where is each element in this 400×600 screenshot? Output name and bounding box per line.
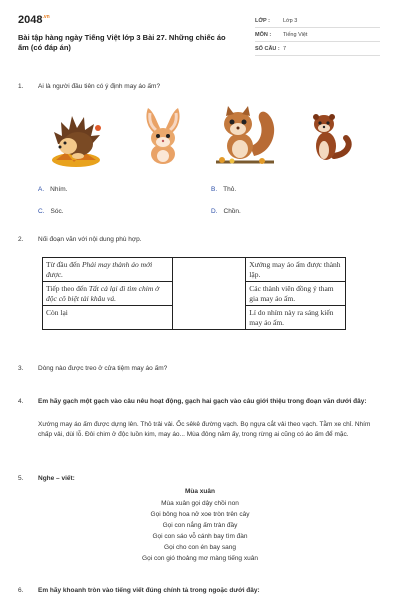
meta-row-subject <box>255 28 380 42</box>
question-6 <box>18 586 260 596</box>
question-text: Nghe – viết: <box>38 475 75 482</box>
cell-prefix: Tiếp theo đến <box>46 284 89 293</box>
meta-box <box>255 14 380 56</box>
question-number: 5. <box>18 475 24 482</box>
left-cell[interactable] <box>43 306 173 330</box>
hedgehog-image <box>48 108 104 170</box>
option-text: Sóc. <box>50 208 64 215</box>
weasel-image <box>300 104 354 166</box>
cell-prefix: Từ đầu đến <box>46 260 82 269</box>
question-text: Em hãy gạch một gạch vào câu nêu hoạt động, gạch hai gạch vào câu giới thiệu trong đoạn văn dưới đây: <box>38 398 367 405</box>
option-c[interactable] <box>38 208 64 215</box>
option-d[interactable] <box>211 208 241 215</box>
rabbit-image <box>138 104 188 166</box>
right-cell[interactable]: Các thành viên đồng ý tham gia may áo ấm. <box>246 282 346 306</box>
question-number: 6. <box>18 587 24 594</box>
passage-paragraph: Xướng may áo ấm được dựng lên. Thỏ trải vải. Ốc sêkê đường vạch. Bọ ngựa cắt vải theo vạch. Tằm xe chỉ. Nhím chấp vải, dùi lỗ. Đôi chim ở độc luồn kim, may áo... Mùa đông năm ấy, trong rừng ai cũng có áo ấm để mặc. <box>38 421 371 438</box>
poem-line: Mùa xuân gọi dậy chồi non <box>161 500 239 507</box>
question-text: Nối đoạn văn với nội dung phù hợp. <box>38 236 142 243</box>
poem-line: Gọi con sáo vỗ cánh bay tìm đàn <box>152 533 248 540</box>
logo-text: 2048 <box>18 14 43 26</box>
poem-line: Gọi con gió thoảng mơ màng tiếng xuân <box>142 555 258 562</box>
meta-value: Tiếng Việt <box>283 31 308 38</box>
poem-line: Gọi cho con én bay sang <box>164 544 236 551</box>
option-letter: C. <box>38 208 45 215</box>
option-a[interactable] <box>38 186 68 193</box>
question-3 <box>18 364 167 374</box>
matching-table <box>42 257 346 330</box>
question-number: 3. <box>18 365 24 372</box>
question-number: 2. <box>18 236 24 243</box>
poem-line: Gọi bông hoa nở xoe tròn trên cây <box>150 511 250 518</box>
option-text: Chồn. <box>223 208 241 215</box>
logo-suffix: .vn <box>42 14 50 20</box>
site-logo[interactable] <box>18 14 50 26</box>
poem-title: Mùa xuân <box>185 488 215 495</box>
question-2 <box>18 235 142 245</box>
question-4 <box>18 397 378 407</box>
question-1 <box>18 82 160 92</box>
meta-value: 7 <box>283 45 287 52</box>
question-text: Dòng nào được treo ở cửa tiệm may áo ấm? <box>38 365 168 372</box>
cell-italic: Phải may thành áo mới được. <box>46 260 153 279</box>
meta-key: LỚP : <box>255 17 270 24</box>
option-b[interactable] <box>211 186 236 193</box>
question-text: Ai là người đầu tiên có ý định may áo ấm? <box>38 83 161 90</box>
meta-value: Lớp 3 <box>283 17 298 24</box>
option-text: Thỏ. <box>223 186 237 193</box>
squirrel-image <box>210 100 280 170</box>
left-cell[interactable] <box>43 258 173 282</box>
poem-line: Gọi con nắng ấm tràn đầy <box>162 522 238 529</box>
right-cell[interactable]: Lí do nhím này ra sáng kiến may áo ấm. <box>246 306 346 330</box>
question-number: 1. <box>18 83 24 90</box>
meta-key: SỐ CÂU : <box>255 45 280 52</box>
option-text: Nhím. <box>50 186 68 193</box>
meta-row-count <box>255 42 380 56</box>
option-letter: D. <box>211 208 218 215</box>
meta-row-class <box>255 14 380 28</box>
right-cell[interactable]: Xướng may áo ấm được thành lập. <box>246 258 346 282</box>
cell-prefix: Còn lại <box>46 308 68 317</box>
blank-cell <box>172 258 246 330</box>
option-letter: B. <box>211 186 218 193</box>
left-cell[interactable] <box>43 282 173 306</box>
option-letter: A. <box>38 186 45 193</box>
question-text: Em hãy khoanh tròn vào tiếng viết đúng chính tả trong ngoặc dưới đây: <box>38 587 260 594</box>
question-number: 4. <box>18 398 24 405</box>
cell-italic: Tất cả lại đi tìm chim ở độc cô biệt tài khâu vá. <box>46 284 160 303</box>
document-title: Bài tập hàng ngày Tiếng Việt lớp 3 Bài 27. Những chiếc áo ấm (có đáp án) <box>18 33 226 52</box>
question-5 <box>18 474 75 484</box>
table-row <box>43 258 346 282</box>
meta-key: MÔN : <box>255 31 272 38</box>
